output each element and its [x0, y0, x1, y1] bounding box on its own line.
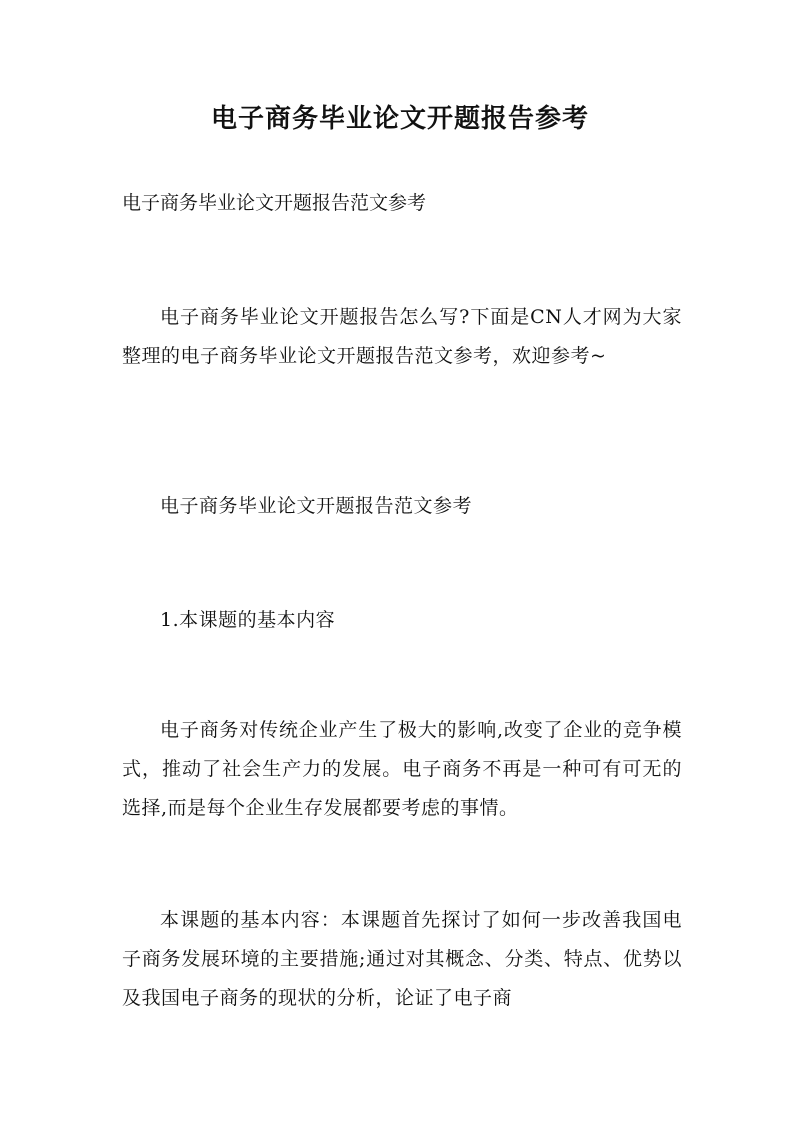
document-subtitle: 电子商务毕业论文开题报告范文参考 — [122, 192, 427, 214]
paragraph-topic-heading: 1.本课题的基本内容 — [160, 609, 336, 631]
document-title: 电子商务毕业论文开题报告参考 — [210, 104, 589, 134]
paragraph-intro: 电子商务毕业论文开题报告怎么写?下面是CN人才网为大家整理的电子商务毕业论文开题报告范文参考，欢迎参考~ — [122, 306, 682, 367]
paragraph-section-heading: 电子商务毕业论文开题报告范文参考 — [160, 495, 473, 517]
paragraph-basic-content: 本课题的基本内容：本课题首先探讨了如何一步改善我国电子商务发展环境的主要措施;通过对其概念、分类、特点、优势以及我国电子商务的现状的分析，论证了电子商 — [122, 909, 682, 1009]
paragraph-impact: 电子商务对传统企业产生了极大的影响,改变了企业的竞争模式，推动了社会生产力的发展。电子商务不再是一种可有可无的选择,而是每个企业生存发展都要考虑的事情。 — [122, 719, 682, 819]
